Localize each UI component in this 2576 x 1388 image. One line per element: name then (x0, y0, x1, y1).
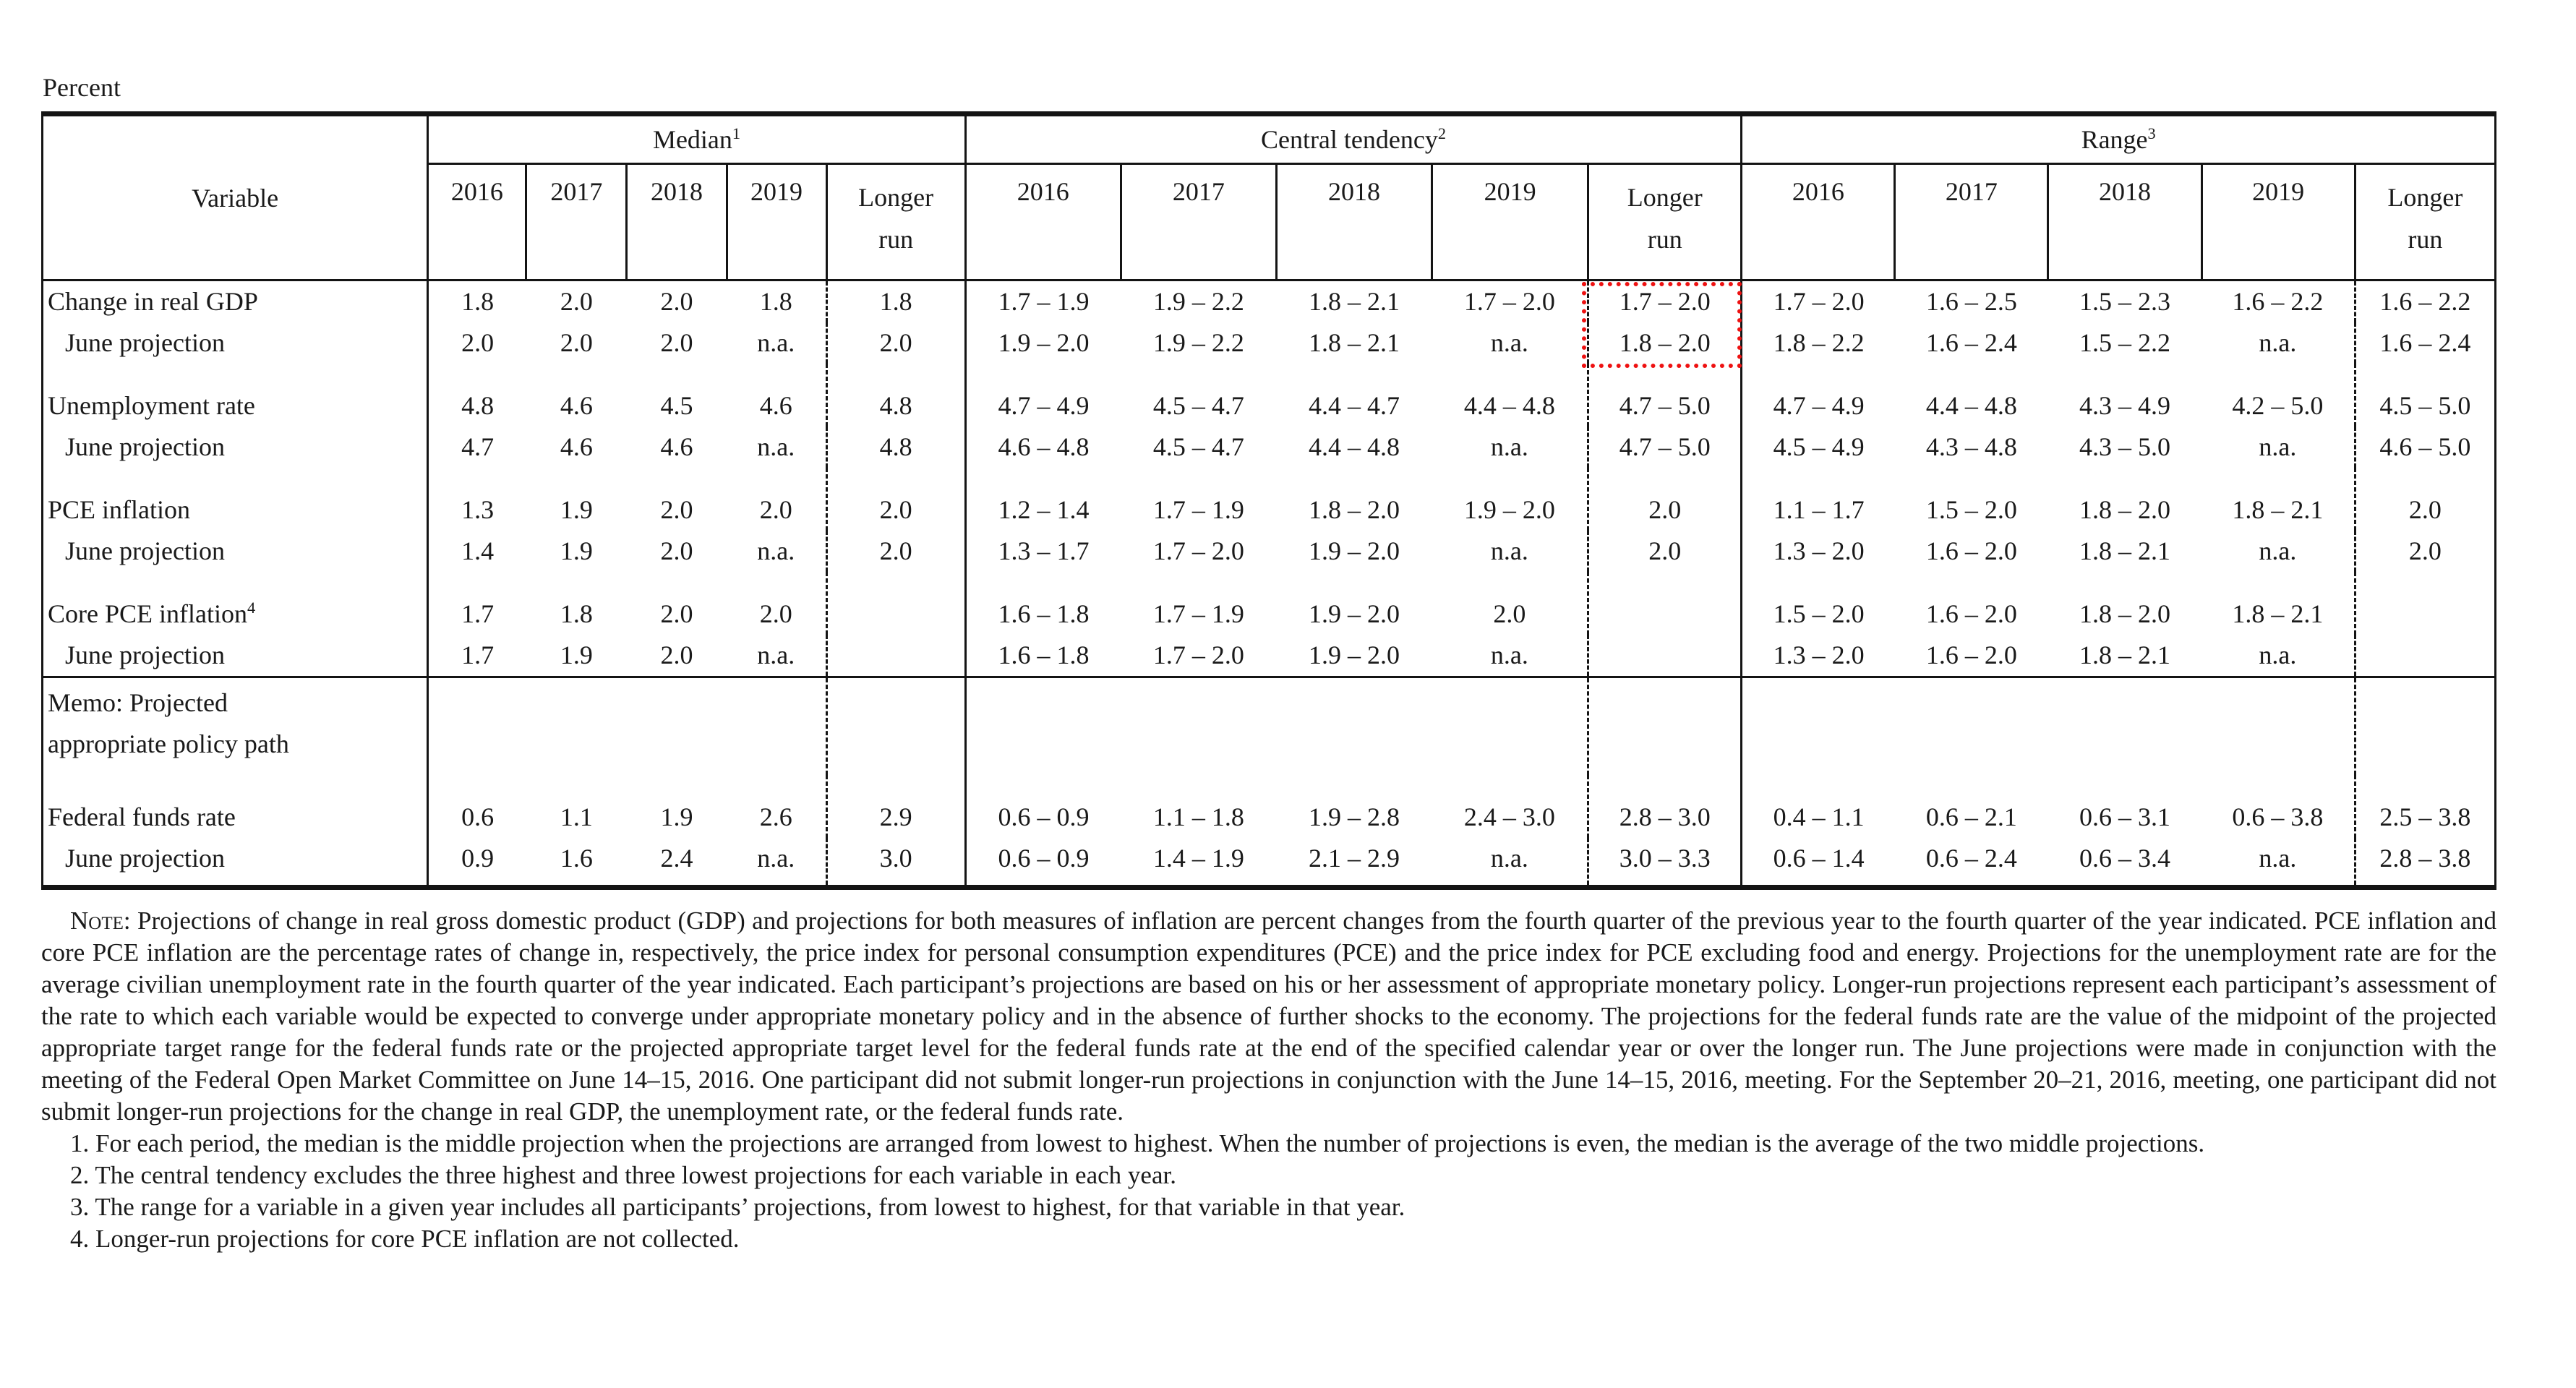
table-row (43, 775, 2496, 838)
row-label-text: June projection (65, 328, 225, 357)
cell-median-2017: 1.6 (560, 844, 593, 873)
cell-central_tendency-2016: 1.3 – 1.7 (965, 531, 1121, 572)
cell-central_tendency-2016 (965, 677, 1121, 776)
cell-range-2018: 1.8 – 2.0 (2079, 599, 2171, 628)
col-header-range-2019: 2019 (2201, 164, 2355, 280)
cell-range-2019: 1.6 – 2.2 (2232, 287, 2324, 316)
cell-central_tendency-2017: 1.1 – 1.8 (1152, 802, 1244, 831)
central-tendency-section-header (965, 114, 1742, 164)
cell-median-2018: 2.0 (660, 328, 693, 357)
row-label (43, 427, 428, 468)
cell-range-2019: 0.6 – 3.8 (2232, 802, 2324, 831)
cell-median-longer-run: 2.9 (826, 775, 965, 838)
cell-median-2018: 4.6 (660, 432, 693, 461)
col-header-range-2017: 2017 (1895, 164, 2048, 280)
cell-range-longer-run (2355, 677, 2495, 776)
cell-central_tendency-2017 (1121, 677, 1276, 776)
footnote-4: 4. Longer-run projections for core PCE inflation are not collected. (70, 1225, 740, 1253)
col-header-range-2016: 2016 (1742, 164, 1895, 280)
col-header-range-longer-run (2355, 164, 2495, 280)
cell-range-2018: 0.6 – 3.4 (2079, 844, 2171, 873)
row-label-text: June projection (65, 536, 225, 565)
cell-central_tendency-2019: 4.4 – 4.8 (1463, 391, 1555, 420)
cell-median-longer-run: 2.0 (826, 322, 965, 364)
cell-median-2019: 1.8 (759, 287, 792, 316)
row-label (43, 775, 428, 838)
cell-median-longer-run: 3.0 (826, 838, 965, 888)
cell-range-2018: 1.8 – 2.1 (2079, 641, 2171, 669)
cell-median-2016: 0.6 (428, 775, 526, 838)
cell-median-2018: 2.4 (660, 844, 693, 873)
cell-range-2017: 1.6 – 2.0 (1925, 599, 2017, 628)
cell-range-2018 (2048, 677, 2201, 776)
cell-central_tendency-2019: 1.7 – 2.0 (1463, 287, 1555, 316)
cell-median-2018: 2.0 (660, 536, 693, 565)
cell-range-longer-run: 4.6 – 5.0 (2355, 427, 2495, 468)
cell-median-2017: 4.6 (560, 432, 593, 461)
unit-label: Percent (43, 73, 121, 102)
cell-central_tendency-2016: 0.6 – 0.9 (965, 838, 1121, 888)
cell-central_tendency-longer-run (1588, 572, 1742, 635)
cell-median-longer-run: 4.8 (826, 364, 965, 427)
longer-run-label-line: run (2408, 225, 2443, 254)
cell-range-2019: 4.2 – 5.0 (2232, 391, 2324, 420)
row-label-text: June projection (65, 844, 225, 873)
row-label-text: June projection (65, 641, 225, 669)
longer-run-label-line: Longer (1627, 183, 1703, 212)
cell-central_tendency-longer-run: 2.0 (1588, 531, 1742, 572)
cell-range-2017: 4.3 – 4.8 (1925, 432, 2017, 461)
cell-central_tendency-2019: n.a. (1490, 328, 1528, 357)
cell-range-2018: 0.6 – 3.1 (2079, 802, 2171, 831)
table-row (43, 427, 2496, 468)
footnote-marker-2: 2 (1437, 124, 1447, 142)
cell-median-2017: 2.0 (560, 287, 593, 316)
section-header-row (43, 114, 2496, 164)
col-header-median-2018: 2018 (627, 164, 727, 280)
cell-range-2019: n.a. (2259, 432, 2297, 461)
cell-central_tendency-2018: 1.8 – 2.1 (1308, 287, 1400, 316)
cell-median-longer-run (826, 572, 965, 635)
cell-central_tendency-longer-run: 2.0 (1588, 468, 1742, 531)
longer-run-label-line: Longer (2387, 183, 2463, 212)
central-tendency-section-label: Central tendency (1260, 125, 1438, 154)
cell-median-2019: n.a. (757, 328, 795, 357)
cell-central_tendency-2019: n.a. (1490, 844, 1528, 873)
cell-median-2019: n.a. (757, 536, 795, 565)
cell-median-2017: 4.6 (560, 391, 593, 420)
cell-central_tendency-2018: 1.8 – 2.0 (1308, 495, 1400, 524)
cell-median-2018: 2.0 (660, 641, 693, 669)
cell-median-2016: 1.4 (428, 531, 526, 572)
col-header-central_tendency-2018: 2018 (1276, 164, 1432, 280)
cell-median-2019: n.a. (757, 432, 795, 461)
row-label-text: PCE inflation (48, 495, 190, 524)
row-label (43, 364, 428, 427)
col-header-central_tendency-2016: 2016 (965, 164, 1121, 280)
cell-range-longer-run: 2.0 (2355, 531, 2495, 572)
cell-central_tendency-2019 (1432, 677, 1588, 776)
cell-range-longer-run: 1.6 – 2.2 (2355, 280, 2495, 323)
cell-central_tendency-2017: 1.7 – 1.9 (1152, 495, 1244, 524)
cell-central_tendency-2017: 1.4 – 1.9 (1152, 844, 1244, 873)
cell-range-longer-run: 4.5 – 5.0 (2355, 364, 2495, 427)
cell-median-2016: 1.8 (428, 280, 526, 323)
table-row (43, 322, 2496, 364)
cell-range-2019: n.a. (2259, 536, 2297, 565)
variable-column-header: Variable (43, 114, 428, 280)
cell-central_tendency-2019: n.a. (1490, 432, 1528, 461)
cell-range-2016: 1.1 – 1.7 (1742, 468, 1895, 531)
cell-median-2018: 1.9 (660, 802, 693, 831)
table-row (43, 635, 2496, 677)
cell-range-2017: 0.6 – 2.1 (1925, 802, 2017, 831)
col-header-median-2016: 2016 (428, 164, 526, 280)
cell-median-longer-run: 4.8 (826, 427, 965, 468)
row-label (43, 280, 428, 323)
table-notes (41, 905, 2496, 1255)
footnote-1: 1. For each period, the median is the middle projection when the projections are arranged from lowest to highest. When the number of projections is even, the median is the average of the two middle projections. (70, 1129, 2205, 1157)
row-label-text: Federal funds rate (48, 802, 236, 831)
cell-range-2016: 1.3 – 2.0 (1742, 531, 1895, 572)
cell-range-2017: 0.6 – 2.4 (1925, 844, 2017, 873)
cell-range-2016: 4.5 – 4.9 (1742, 427, 1895, 468)
cell-central_tendency-2018: 1.9 – 2.0 (1308, 641, 1400, 669)
cell-median-2018: 2.0 (660, 287, 693, 316)
memo-row (43, 677, 2496, 776)
cell-median-2017: 1.9 (560, 495, 593, 524)
cell-central_tendency-2019: 1.9 – 2.0 (1463, 495, 1555, 524)
cell-central_tendency-longer-run (1588, 677, 1742, 776)
median-section-header (428, 114, 965, 164)
cell-range-2017 (1895, 677, 2048, 776)
cell-median-longer-run (826, 677, 965, 776)
cell-range-2019 (2201, 677, 2355, 776)
cell-median-2016: 1.7 (428, 635, 526, 677)
cell-central_tendency-2018: 1.9 – 2.0 (1308, 536, 1400, 565)
cell-range-2018: 1.5 – 2.3 (2079, 287, 2171, 316)
table-row (43, 280, 2496, 323)
footnote-marker-3: 3 (2147, 124, 2156, 142)
cell-central_tendency-2018: 4.4 – 4.8 (1308, 432, 1400, 461)
cell-central_tendency-2019: 2.4 – 3.0 (1463, 802, 1555, 831)
cell-central_tendency-longer-run: 1.8 – 2.0 (1588, 322, 1742, 364)
range-section-header (1742, 114, 2496, 164)
cell-range-2019: n.a. (2259, 641, 2297, 669)
cell-central_tendency-2018: 1.9 – 2.8 (1308, 802, 1400, 831)
col-header-range-2018: 2018 (2048, 164, 2201, 280)
footnote-marker-1: 1 (732, 124, 741, 142)
row-label-text: June projection (65, 432, 225, 461)
cell-range-longer-run: 2.5 – 3.8 (2355, 775, 2495, 838)
cell-median-2017: 1.9 (560, 536, 593, 565)
cell-range-2017: 1.6 – 2.4 (1925, 328, 2017, 357)
cell-median-2016: 1.3 (428, 468, 526, 531)
cell-central_tendency-2019: 2.0 (1493, 599, 1526, 628)
cell-range-2016: 1.7 – 2.0 (1742, 280, 1895, 323)
row-label-text: Unemployment rate (48, 391, 255, 420)
cell-central_tendency-2018: 2.1 – 2.9 (1308, 844, 1400, 873)
longer-run-label-line: Longer (858, 183, 934, 212)
row-label (43, 572, 428, 635)
cell-central_tendency-2016: 1.2 – 1.4 (965, 468, 1121, 531)
cell-median-2019: 2.0 (759, 495, 792, 524)
row-label (43, 635, 428, 677)
cell-central_tendency-longer-run: 4.7 – 5.0 (1588, 364, 1742, 427)
col-header-median-longer-run (826, 164, 965, 280)
cell-range-2019: 1.8 – 2.1 (2232, 599, 2324, 628)
cell-median-2018: 2.0 (660, 599, 693, 628)
footnote-2: 2. The central tendency excludes the three highest and three lowest projections for each variable in each year. (70, 1161, 1176, 1189)
row-label-text: Change in real GDP (48, 287, 258, 316)
longer-run-label-line: run (878, 225, 914, 254)
cell-central_tendency-2017: 1.7 – 2.0 (1152, 641, 1244, 669)
cell-range-2016: 1.5 – 2.0 (1742, 572, 1895, 635)
cell-range-2016: 1.3 – 2.0 (1742, 635, 1895, 677)
cell-median-2017: 1.9 (560, 641, 593, 669)
cell-central_tendency-2018 (1276, 677, 1432, 776)
cell-range-2016: 0.6 – 1.4 (1742, 838, 1895, 888)
cell-range-2017: 1.6 – 2.0 (1925, 641, 2017, 669)
cell-median-2019 (727, 677, 826, 776)
cell-median-2017: 1.8 (560, 599, 593, 628)
table-row (43, 838, 2496, 888)
cell-median-2016: 2.0 (428, 322, 526, 364)
cell-central_tendency-longer-run (1588, 635, 1742, 677)
projections-table-wrapper (41, 111, 2496, 890)
note-paragraph (41, 905, 2496, 1128)
col-header-median-2019: 2019 (727, 164, 826, 280)
cell-central_tendency-longer-run: 2.8 – 3.0 (1588, 775, 1742, 838)
cell-range-2016: 1.8 – 2.2 (1742, 322, 1895, 364)
cell-median-longer-run: 2.0 (826, 468, 965, 531)
cell-range-2018: 4.3 – 4.9 (2079, 391, 2171, 420)
cell-range-2017: 4.4 – 4.8 (1925, 391, 2017, 420)
cell-median-2019: n.a. (757, 641, 795, 669)
cell-range-longer-run: 2.0 (2355, 468, 2495, 531)
cell-central_tendency-2017: 1.9 – 2.2 (1152, 287, 1244, 316)
economic-projections-table (41, 111, 2496, 890)
memo-label (43, 677, 428, 776)
cell-median-longer-run: 1.8 (826, 280, 965, 323)
cell-range-2019: n.a. (2259, 844, 2297, 873)
table-row (43, 364, 2496, 427)
cell-range-longer-run (2355, 572, 2495, 635)
cell-median-2019: 2.6 (759, 802, 792, 831)
cell-range-2018: 1.5 – 2.2 (2079, 328, 2171, 357)
cell-central_tendency-2016: 1.7 – 1.9 (965, 280, 1121, 323)
col-header-central_tendency-2019: 2019 (1432, 164, 1588, 280)
cell-central_tendency-2016: 1.6 – 1.8 (965, 635, 1121, 677)
cell-central_tendency-2017: 1.7 – 2.0 (1152, 536, 1244, 565)
cell-median-2017: 2.0 (560, 328, 593, 357)
cell-central_tendency-2019: n.a. (1490, 536, 1528, 565)
cell-range-2016: 0.4 – 1.1 (1742, 775, 1895, 838)
cell-range-2017: 1.6 – 2.5 (1925, 287, 2017, 316)
note-text: Projections of change in real gross domestic product (GDP) and projections for both measures of inflation are percent changes from the fourth quarter of the previous year to the fourth quarter of the year indicated. PCE inflation and core PCE inflation are the percentage rates of change in, respectively, the price index for personal consumption expenditures (PCE) and the price index for PCE excluding food and energy. Projections for the unemployment rate are for the average civilian unemployment rate in the fourth quarter of the year indicated. Each participant’s projections are based on his or her assessment of appropriate monetary policy. Longer-run projections represent each participant’s assessment of the rate to which each variable would be expected to converge under appropriate monetary policy and in the absence of further shocks to the economy. The projections for the federal funds rate are the value of the midpoint of the projected appropriate target range for the federal funds rate or the projected appropriate target level for the federal funds rate at the end of the specified calendar year or over the longer run. The June projections were made in conjunction with the meeting of the Federal Open Market Committee on June 14–15, 2016. One participant did not submit longer-run projections in conjunction with the June 14–15, 2016, meeting. For the September 20–21, 2016, meeting, one participant did not submit longer-run projections for the change in real GDP, the unemployment rate, or the federal funds rate. (41, 907, 2497, 1126)
cell-range-2016 (1742, 677, 1895, 776)
col-header-central_tendency-longer-run (1588, 164, 1742, 280)
cell-range-2017: 1.6 – 2.0 (1925, 536, 2017, 565)
row-label (43, 322, 428, 364)
cell-median-2016: 4.7 (428, 427, 526, 468)
cell-range-2018: 4.3 – 5.0 (2079, 432, 2171, 461)
median-section-label: Median (652, 125, 732, 154)
footnote-3: 3. The range for a variable in a given year includes all participants’ projections, from lowest to highest, for that variable in that year. (70, 1193, 1405, 1221)
cell-range-2019: n.a. (2259, 328, 2297, 357)
row-label (43, 468, 428, 531)
longer-run-label-line: run (1647, 225, 1682, 254)
cell-central_tendency-2016: 4.6 – 4.8 (965, 427, 1121, 468)
range-section-label: Range (2081, 125, 2148, 154)
cell-range-2019: 1.8 – 2.1 (2232, 495, 2324, 524)
cell-median-2018: 4.5 (660, 391, 693, 420)
cell-median-2019: n.a. (757, 844, 795, 873)
cell-central_tendency-2017: 1.7 – 1.9 (1152, 599, 1244, 628)
footnote-marker-4: 4 (247, 599, 256, 617)
cell-median-2019: 4.6 (759, 391, 792, 420)
note-label: Note: (70, 907, 131, 935)
cell-median-longer-run: 2.0 (826, 531, 965, 572)
cell-central_tendency-longer-run: 4.7 – 5.0 (1588, 427, 1742, 468)
cell-central_tendency-2018: 1.9 – 2.0 (1308, 599, 1400, 628)
cell-central_tendency-longer-run: 3.0 – 3.3 (1588, 838, 1742, 888)
cell-range-longer-run: 2.8 – 3.8 (2355, 838, 2495, 888)
cell-central_tendency-2019: n.a. (1490, 641, 1528, 669)
table-row (43, 468, 2496, 531)
cell-central_tendency-2018: 4.4 – 4.7 (1308, 391, 1400, 420)
cell-range-2017: 1.5 – 2.0 (1925, 495, 2017, 524)
row-label (43, 838, 428, 888)
cell-central_tendency-2018: 1.8 – 2.1 (1308, 328, 1400, 357)
col-header-median-2017: 2017 (526, 164, 627, 280)
cell-range-2016: 4.7 – 4.9 (1742, 364, 1895, 427)
cell-central_tendency-2017: 4.5 – 4.7 (1152, 432, 1244, 461)
table-row (43, 531, 2496, 572)
cell-central_tendency-2016: 1.9 – 2.0 (965, 322, 1121, 364)
cell-range-2018: 1.8 – 2.0 (2079, 495, 2171, 524)
cell-median-2019: 2.0 (759, 599, 792, 628)
cell-median-longer-run (826, 635, 965, 677)
row-label-text: Core PCE inflation (48, 599, 247, 628)
memo-line: Memo: Projected (48, 688, 228, 717)
cell-range-longer-run (2355, 635, 2495, 677)
cell-range-2018: 1.8 – 2.1 (2079, 536, 2171, 565)
col-header-central_tendency-2017: 2017 (1121, 164, 1276, 280)
table-row (43, 572, 2496, 635)
cell-median-2016 (428, 677, 526, 776)
cell-central_tendency-2017: 1.9 – 2.2 (1152, 328, 1244, 357)
cell-central_tendency-2017: 4.5 – 4.7 (1152, 391, 1244, 420)
cell-median-2018: 2.0 (660, 495, 693, 524)
cell-median-2016: 1.7 (428, 572, 526, 635)
cell-central_tendency-2016: 1.6 – 1.8 (965, 572, 1121, 635)
row-label (43, 531, 428, 572)
cell-median-2018 (627, 677, 727, 776)
cell-median-2016: 0.9 (428, 838, 526, 888)
memo-line: appropriate policy path (48, 729, 289, 758)
cell-range-longer-run: 1.6 – 2.4 (2355, 322, 2495, 364)
cell-central_tendency-longer-run: 1.7 – 2.0 (1588, 280, 1742, 323)
cell-median-2017 (526, 677, 627, 776)
cell-central_tendency-2016: 0.6 – 0.9 (965, 775, 1121, 838)
cell-median-2016: 4.8 (428, 364, 526, 427)
cell-median-2017: 1.1 (560, 802, 593, 831)
cell-central_tendency-2016: 4.7 – 4.9 (965, 364, 1121, 427)
